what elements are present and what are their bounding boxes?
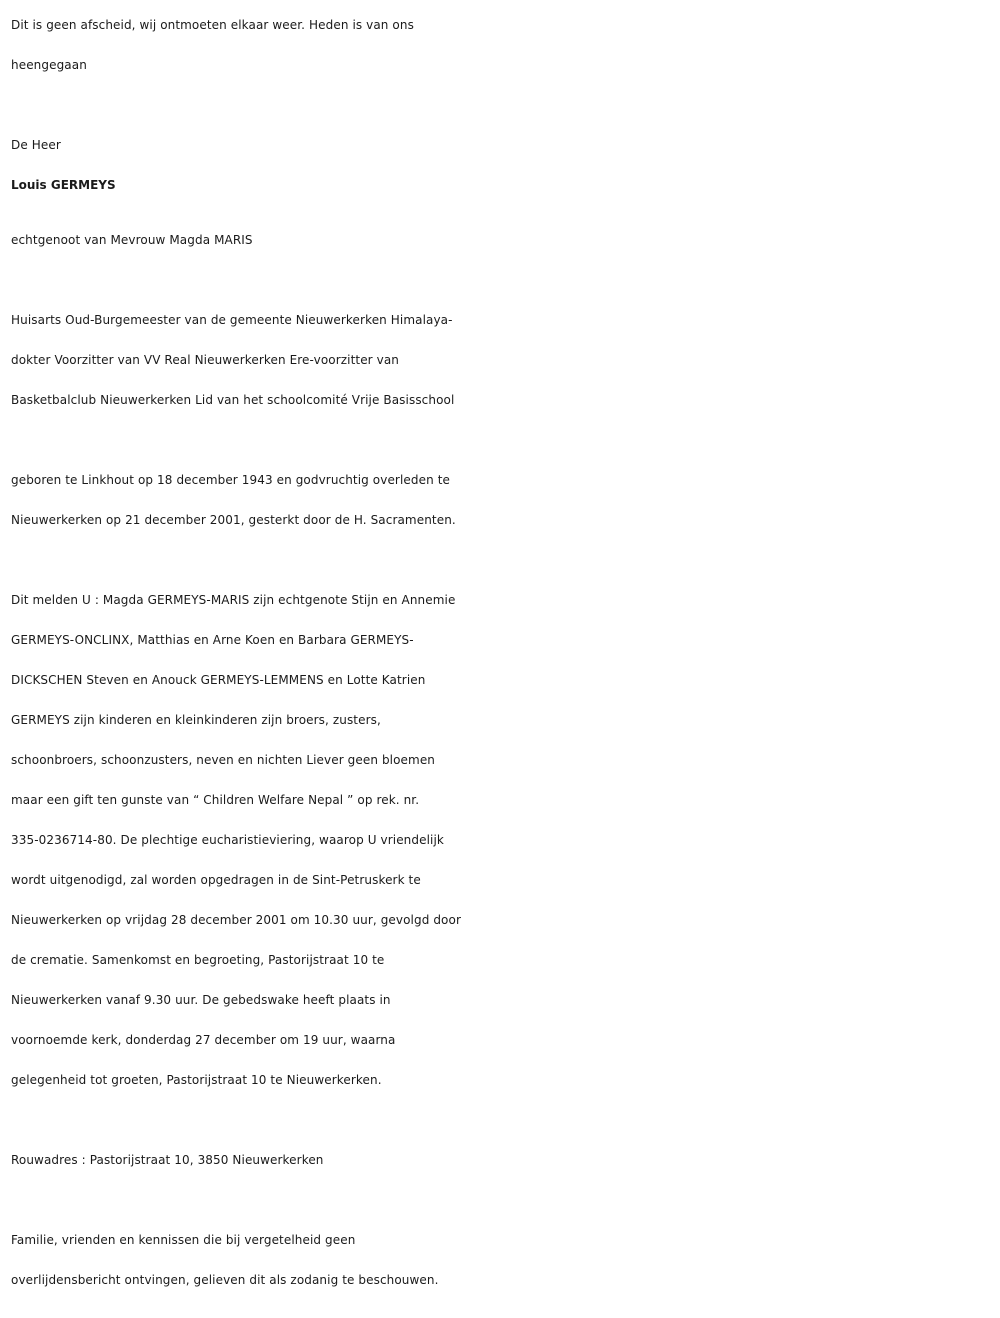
- spacer: [11, 420, 991, 460]
- announcement-line: wordt uitgenodigd, zal worden opgedragen in de Sint-Petruskerk te: [11, 873, 421, 887]
- deceased-name: Louis GERMEYS: [11, 178, 116, 192]
- closing-line: overlijdensbericht ontvingen, gelieven dit als zodanig te beschouwen.: [11, 1273, 439, 1287]
- functions-paragraph: [11, 300, 991, 420]
- birth-death-line: Nieuwerkerken op 21 december 2001, gesterkt door de H. Sacramenten.: [11, 513, 456, 527]
- spacer: [11, 260, 991, 300]
- spacer: [11, 1100, 991, 1140]
- spouse-line: echtgenoot van Mevrouw Magda MARIS: [11, 233, 253, 247]
- functions-line: dokter Voorzitter van VV Real Nieuwerkerken Ere-voorzitter van: [11, 353, 399, 367]
- announcement-line: Nieuwerkerken vanaf 9.30 uur. De gebedswake heeft plaats in: [11, 993, 391, 1007]
- announcement-line: DICKSCHEN Steven en Anouck GERMEYS-LEMMENS en Lotte Katrien: [11, 673, 426, 687]
- announcement-line: de crematie. Samenkomst en begroeting, Pastorijstraat 10 te: [11, 953, 385, 967]
- functions-line: Basketbalclub Nieuwerkerken Lid van het schoolcomité Vrije Basisschool: [11, 393, 455, 407]
- spacer: [11, 85, 991, 125]
- closing-paragraph: [11, 1220, 991, 1300]
- announcement-line: voornoemde kerk, donderdag 27 december om 19 uur, waarna: [11, 1033, 396, 1047]
- announcement-line: GERMEYS-ONCLINX, Matthias en Arne Koen en Barbara GERMEYS-: [11, 633, 414, 647]
- birth-death-line: geboren te Linkhout op 18 december 1943 en godvruchtig overleden te: [11, 473, 450, 487]
- spacer: [11, 540, 991, 580]
- functions-line: Huisarts Oud-Burgemeester van de gemeente Nieuwerkerken Himalaya-: [11, 313, 453, 327]
- announcement-line: GERMEYS zijn kinderen en kleinkinderen zijn broers, zusters,: [11, 713, 381, 727]
- announcement-line: 335-0236714-80. De plechtige eucharistieviering, waarop U vriendelijk: [11, 833, 444, 847]
- obituary-document: [11, 5, 991, 1300]
- salutation: De Heer: [11, 138, 61, 152]
- closing-line: Familie, vrienden en kennissen die bij vergetelheid geen: [11, 1233, 356, 1247]
- announcement-line: gelegenheid tot groeten, Pastorijstraat 10 te Nieuwerkerken.: [11, 1073, 382, 1087]
- intro-line-1: Dit is geen afscheid, wij ontmoeten elkaar weer. Heden is van ons: [11, 18, 414, 32]
- mourning-address: Rouwadres : Pastorijstraat 10, 3850 Nieuwerkerken: [11, 1153, 324, 1167]
- spacer: [11, 1180, 991, 1220]
- announcement-line: schoonbroers, schoonzusters, neven en nichten Liever geen bloemen: [11, 753, 436, 767]
- announcement-paragraph: [11, 580, 991, 1100]
- announcement-line: Dit melden U : Magda GERMEYS-MARIS zijn echtgenote Stijn en Annemie: [11, 593, 456, 607]
- announcement-line: Nieuwerkerken op vrijdag 28 december 2001 om 10.30 uur, gevolgd door: [11, 913, 461, 927]
- intro-line-2: heengegaan: [11, 58, 87, 72]
- announcement-line: maar een gift ten gunste van “ Children Welfare Nepal ” op rek. nr.: [11, 793, 420, 807]
- birth-death-paragraph: [11, 460, 991, 540]
